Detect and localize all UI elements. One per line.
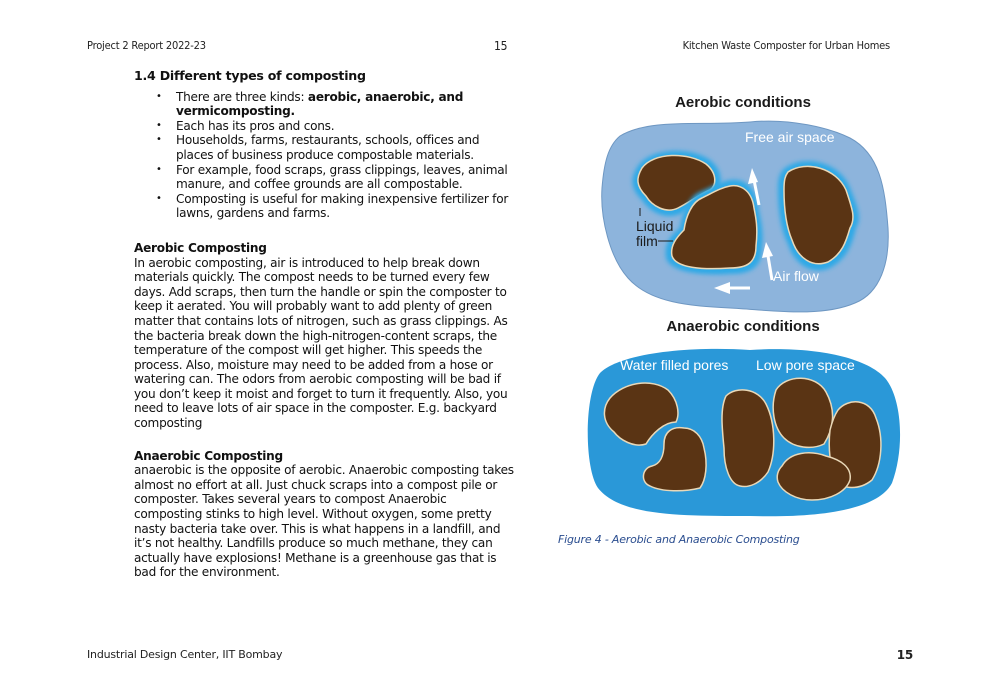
low-pore-space-label: Low pore space <box>756 357 855 373</box>
anaerobic-heading: Anaerobic Composting <box>134 448 283 463</box>
water-filled-pores-label: Water filled pores <box>620 357 729 373</box>
free-air-space-label: Free air space <box>745 129 835 145</box>
figure-caption: Figure 4 - Aerobic and Anaerobic Composting <box>558 533 800 546</box>
composting-diagram <box>580 88 915 518</box>
bullet-item: • There are three kinds: aerobic, anaerobic, and vermicomposting. <box>156 90 514 119</box>
bullet-item: • Composting is useful for making inexpensive fertilizer for lawns, gardens and farms. <box>156 192 514 221</box>
aerobic-paragraph: In aerobic composting, air is introduced to help break down materials quickly. The compost needs to be turned every few days. Add scraps, then turn the handle or spin the composter to keep it aerated. You will probably want to add plenty of green matter that contains lots of nitrogen, such as grass clippings. As the bacteria break down the high-nitrogen-content scraps, the temperature of the compost will get higher. This speeds the process. Also, moisture may need to be added from a hose or watering can. The odors from aerobic composting will be bad if you don’t keep it moist and forget to turn it frequently. Also, you need to leave lots of air space in the composter. E.g. backyard composting <box>134 255 508 431</box>
anaerobic-conditions-title: Anaerobic conditions <box>666 318 820 335</box>
aerobic-conditions-title: Aerobic conditions <box>675 94 811 111</box>
bullet-item: • For example, food scraps, grass clippings, leaves, animal manure, and coffee grounds are all compostable. <box>156 163 514 192</box>
header-project-title: Kitchen Waste Composter for Urban Homes <box>682 39 890 52</box>
section-heading: 1.4 Different types of composting <box>134 68 366 83</box>
bullet-item: • Each has its pros and cons. <box>156 119 514 134</box>
footer-page-number: 15 <box>896 648 913 662</box>
body-text-column <box>134 69 514 598</box>
header-report-title: Project 2 Report 2022-23 <box>87 39 206 52</box>
header-page-number: 15 <box>494 39 508 53</box>
footer-institution: Industrial Design Center, IIT Bombay <box>87 648 283 661</box>
liquid-film-label-line1: Liquid <box>636 218 674 234</box>
anaerobic-paragraph: anaerobic is the opposite of aerobic. Anaerobic composting takes almost no effort at all. Just chuck scraps into a compost pile or composter. Takes several years to compost Anaerobic composting stinks to high level. Without oxygen, some pretty nasty bacteria take over. This is what happens in a landfill, and it’s not healthy. Landfills produce so much methane, they can actually have explosions! Methane is a greenhouse gas that is bad for the environment. <box>134 463 514 580</box>
liquid-film-label-line2: film <box>636 233 658 249</box>
aerobic-heading: Aerobic Composting <box>134 240 267 255</box>
bullet-item: • Households, farms, restaurants, schools, offices and places of business produce compostable materials. <box>156 133 514 162</box>
air-flow-label: Air flow <box>773 268 819 284</box>
bullet-list <box>156 90 514 221</box>
